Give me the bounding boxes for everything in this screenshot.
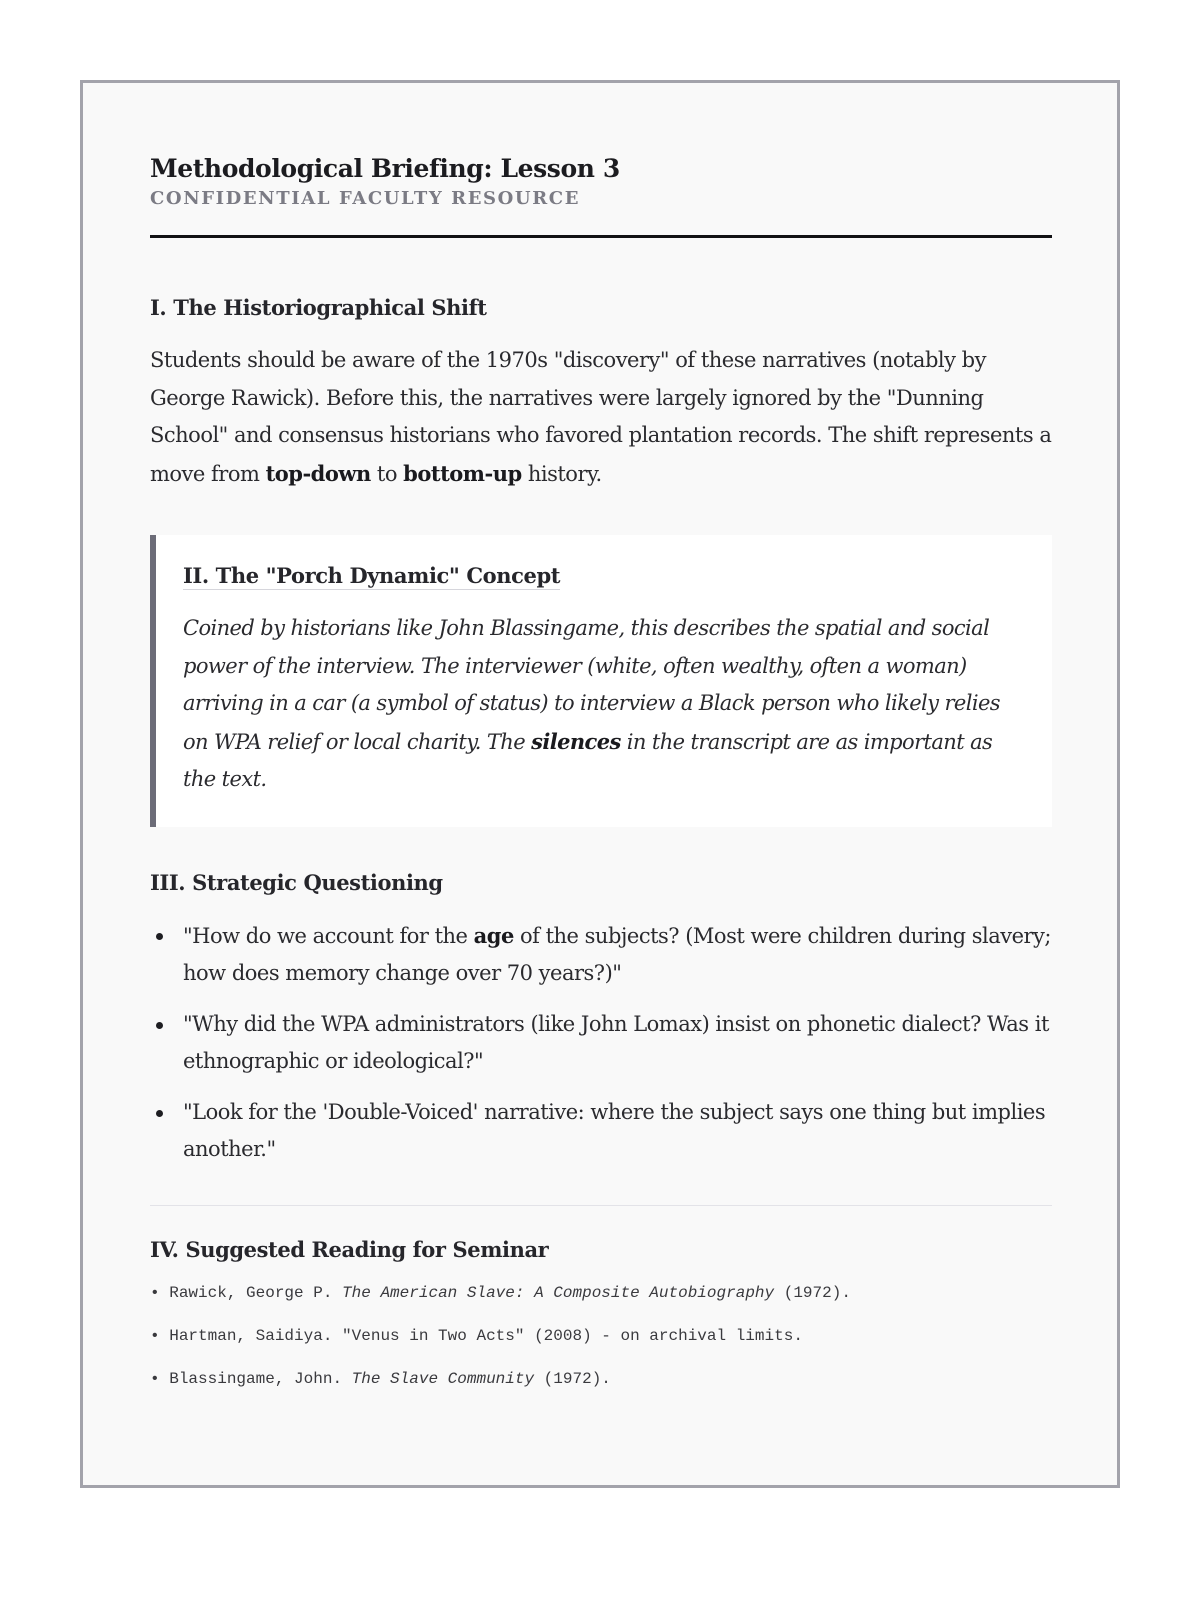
question-list bbox=[150, 917, 1052, 1169]
callout-heading: II. The "Porch Dynamic" Concept bbox=[183, 563, 561, 588]
emphasis-bottom-up: bottom-up bbox=[403, 460, 522, 486]
reading-item bbox=[150, 1325, 1052, 1347]
section-heading: III. Strategic Questioning bbox=[150, 869, 443, 895]
reading-year: (1972). bbox=[534, 1369, 611, 1388]
reading-item bbox=[150, 1368, 1052, 1390]
section-heading: I. The Historiographical Shift bbox=[150, 295, 487, 320]
reading-title: The American Slave: A Composite Autobiography bbox=[342, 1283, 775, 1302]
emphasis-age: age bbox=[473, 922, 514, 948]
item-text: "How do we account for the bbox=[183, 923, 474, 948]
reading-list bbox=[150, 1282, 1052, 1390]
reading-year: (1972). bbox=[774, 1283, 851, 1302]
section-paragraph bbox=[150, 342, 1052, 493]
item-text: "Why did the WPA administrators (like John Lomax) insist on phonetic dialect? Was it ethnographic or ideological?" bbox=[183, 1011, 1049, 1073]
bullet-icon: • bbox=[150, 1326, 160, 1345]
reading-item bbox=[150, 1282, 1052, 1304]
section-strategic-questioning bbox=[150, 869, 1052, 1169]
page-title: Methodological Briefing: Lesson 3 bbox=[150, 154, 620, 183]
bullet-icon bbox=[156, 1022, 163, 1029]
paragraph-text: to bbox=[370, 461, 404, 486]
document-header bbox=[150, 153, 1052, 238]
bullet-icon bbox=[156, 1110, 163, 1117]
paragraph-text: Coined by historians like John Blassingame, this describes the spatial and social power of the interview. The interviewer (white, often wealthy, often a woman) arriving in a car (a symbol of status) to interview a Black person who likely relies on WPA relief or local charity. The bbox=[183, 616, 1000, 754]
reading-citation: Hartman, Saidiya. "Venus in Two Acts" (2008) - on archival limits. bbox=[159, 1326, 803, 1345]
bullet-icon bbox=[156, 933, 163, 940]
title-divider bbox=[150, 235, 1052, 238]
bullet-icon: • bbox=[150, 1369, 160, 1388]
section-divider bbox=[150, 1205, 1052, 1206]
section-historiographical-shift bbox=[150, 294, 1052, 493]
reading-author: Blassingame, John. bbox=[159, 1369, 352, 1388]
callout-paragraph bbox=[183, 610, 1028, 799]
paragraph-text: history. bbox=[521, 461, 602, 486]
emphasis-silences: silences bbox=[531, 728, 621, 754]
list-item bbox=[150, 1094, 1052, 1169]
paragraph-text: Students should be aware of the 1970s "discovery" of these narratives (notably by George Rawick). Before this, the narratives were largely ignored by the "Dunning School" and consensus historians who favored plantation records. The shift represents a move from bbox=[150, 348, 1052, 486]
document-body bbox=[150, 153, 1052, 1411]
item-text: "Look for the 'Double-Voiced' narrative: where the subject says one thing but implies another." bbox=[183, 1099, 1046, 1161]
reading-author: Rawick, George P. bbox=[159, 1283, 343, 1302]
list-item bbox=[150, 1006, 1052, 1081]
section-heading: IV. Suggested Reading for Seminar bbox=[150, 1236, 549, 1262]
paragraph-text: in the transcript are as important as the text. bbox=[183, 729, 993, 791]
page-subtitle: CONFIDENTIAL FACULTY RESOURCE bbox=[150, 188, 581, 209]
emphasis-top-down: top-down bbox=[265, 460, 371, 486]
callout-porch-dynamic bbox=[150, 535, 1052, 827]
section-suggested-reading bbox=[150, 1236, 1052, 1390]
briefing-document bbox=[80, 80, 1120, 1488]
list-item bbox=[150, 917, 1052, 993]
bullet-icon: • bbox=[150, 1283, 160, 1302]
reading-title: The Slave Community bbox=[351, 1369, 535, 1388]
item-text: of the subjects? (Most were children during slavery; how does memory change over 70 years?)" bbox=[183, 923, 1051, 985]
